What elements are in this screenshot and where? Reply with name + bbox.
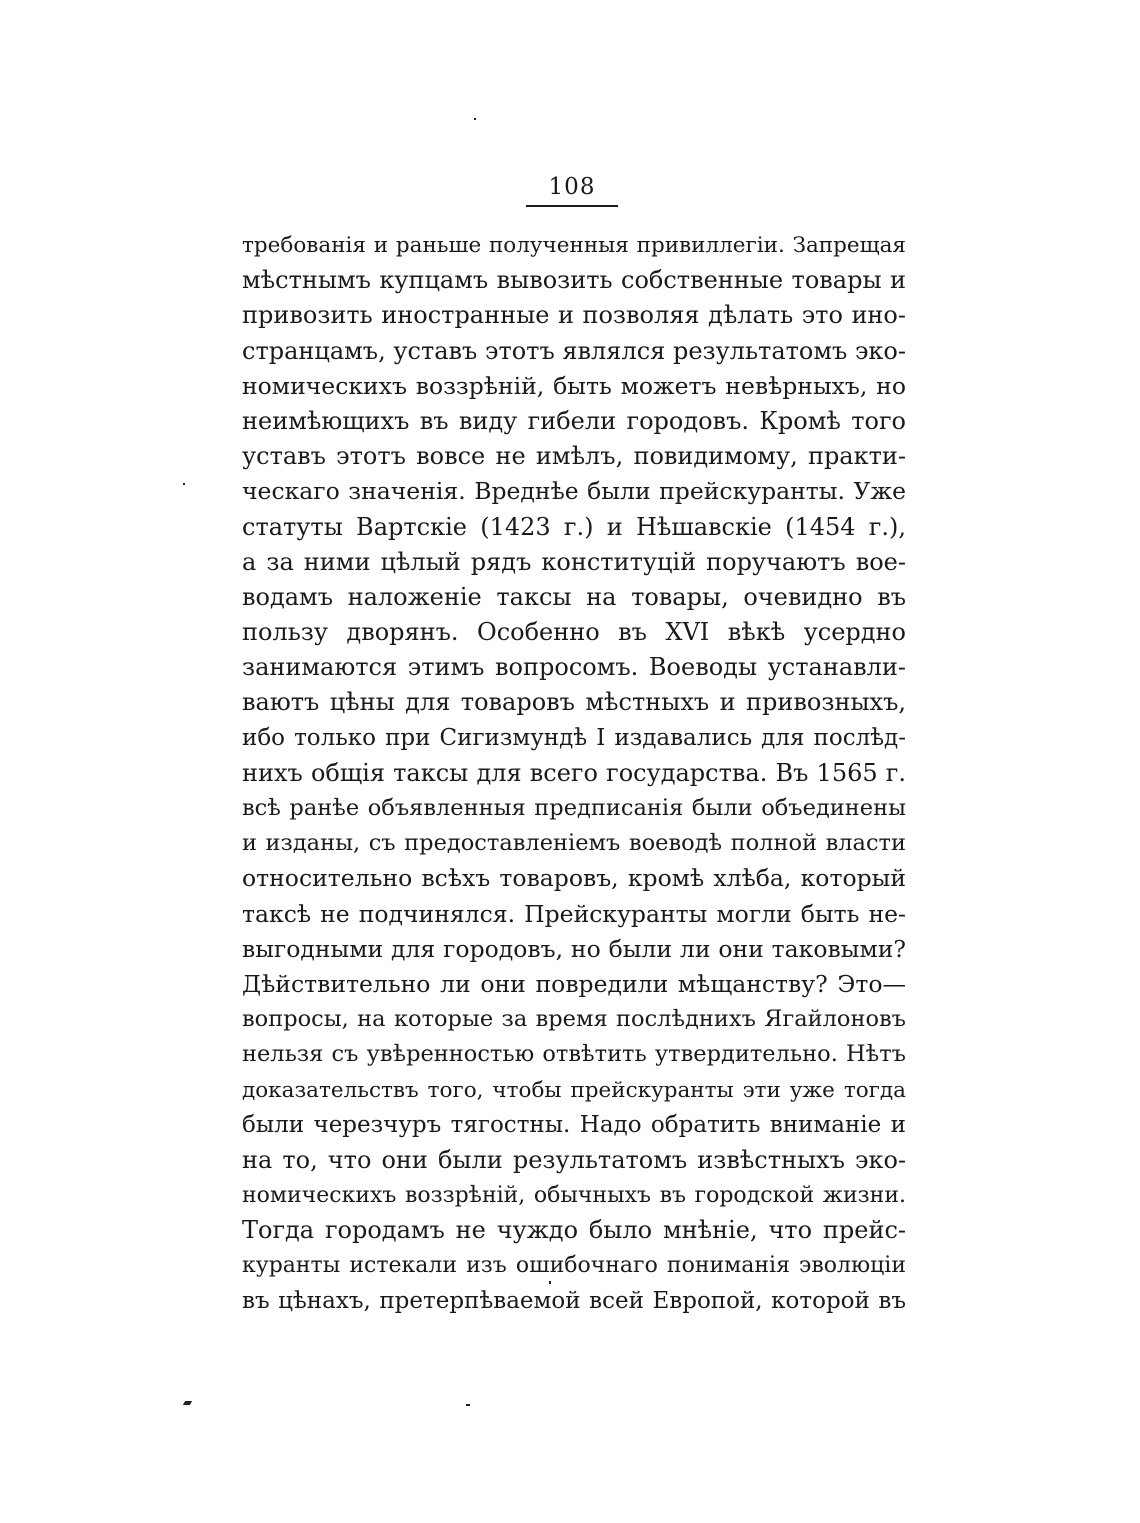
text-line: выгодными для городовъ, но были ли они таковыми? (242, 934, 906, 963)
text-line: занимаются этимъ вопросомъ. Воеводы устанавли- (242, 653, 906, 682)
body-text (242, 228, 906, 1319)
text-line: пользу дворянъ. Особенно въ XVI вѣкѣ усердно (242, 618, 906, 647)
text-line: въ цѣнахъ, претерпѣваемой всей Европой, которой въ (242, 1287, 906, 1314)
text-line: ваютъ цѣны для товаровъ мѣстныхъ и привозныхъ, (242, 688, 906, 717)
page-number-rule (526, 205, 618, 207)
text-line: всѣ ранѣе объявленныя предписанія были объединены (242, 795, 906, 821)
scan-speck (183, 1401, 192, 1405)
text-line: статуты Вартскіе (1423 г.) и Нѣшавскіе (1454 г.), (242, 512, 906, 541)
text-line: неимѣющихъ въ виду гибели городовъ. Кромѣ того (242, 406, 906, 435)
text-line: Дѣйствительно ли они повредили мѣщанству? Это— (242, 969, 906, 998)
text-line: номическихъ воззрѣній, обычныхъ въ городской жизни. (242, 1183, 906, 1209)
text-line: нихъ общія таксы для всего государства. Въ 1565 г. (242, 758, 906, 787)
text-line: куранты истекали изъ ошибочнаго пониманія эволюціи (242, 1253, 906, 1279)
text-line: Тогда городамъ не чуждо было мнѣніе, что прейс- (242, 1216, 906, 1245)
scan-speck (549, 1281, 551, 1284)
text-line: ибо только при Сигизмундѣ I издавались для послѣд- (242, 724, 906, 751)
page-number: 108 (548, 174, 596, 200)
text-line: требованія и раньше полученныя привиллегіи. Запрещая (242, 233, 906, 258)
text-line: таксѣ не подчинялся. Прейскуранты могли быть не- (242, 899, 906, 928)
scan-speck (474, 118, 476, 120)
text-line: были черезчуръ тягостны. Надо обратить вниманіе и (242, 1111, 906, 1138)
text-line: привозить иностранные и позволяя дѣлать это ино- (242, 301, 906, 330)
text-line: ческаго значенія. Вреднѣе были прейскуранты. Уже (242, 477, 906, 506)
text-line: странцамъ, уставъ этотъ являлся результатомъ эко- (242, 336, 906, 365)
text-line: мѣстнымъ купцамъ вывозить собственные товары и (242, 266, 906, 295)
text-line: на то, что они были результатомъ извѣстныхъ эко- (242, 1145, 906, 1174)
text-line: доказательствъ того, чтобы прейскуранты эти уже тогда (242, 1077, 906, 1103)
scan-speck (466, 1404, 470, 1406)
scan-speck (183, 483, 185, 485)
text-line: уставъ этотъ вовсе не имѣлъ, повидимому, практи- (242, 442, 906, 471)
text-line: а за ними цѣлый рядъ конституцій поручаютъ вое- (242, 547, 906, 576)
text-line: нельзя съ увѣренностью отвѣтить утвердительно. Нѣтъ (242, 1041, 906, 1068)
text-line: номическихъ воззрѣній, быть можетъ невѣрныхъ, но (242, 371, 906, 400)
text-line: относительно всѣхъ товаровъ, кромѣ хлѣба, который (242, 864, 906, 893)
text-line: вопросы, на которые за время послѣднихъ Ягайлоновъ (242, 1006, 906, 1033)
text-line: водамъ наложеніе таксы на товары, очевидно въ (242, 582, 906, 611)
text-line: и изданы, съ предоставленіемъ воеводѣ полной власти (242, 830, 906, 857)
